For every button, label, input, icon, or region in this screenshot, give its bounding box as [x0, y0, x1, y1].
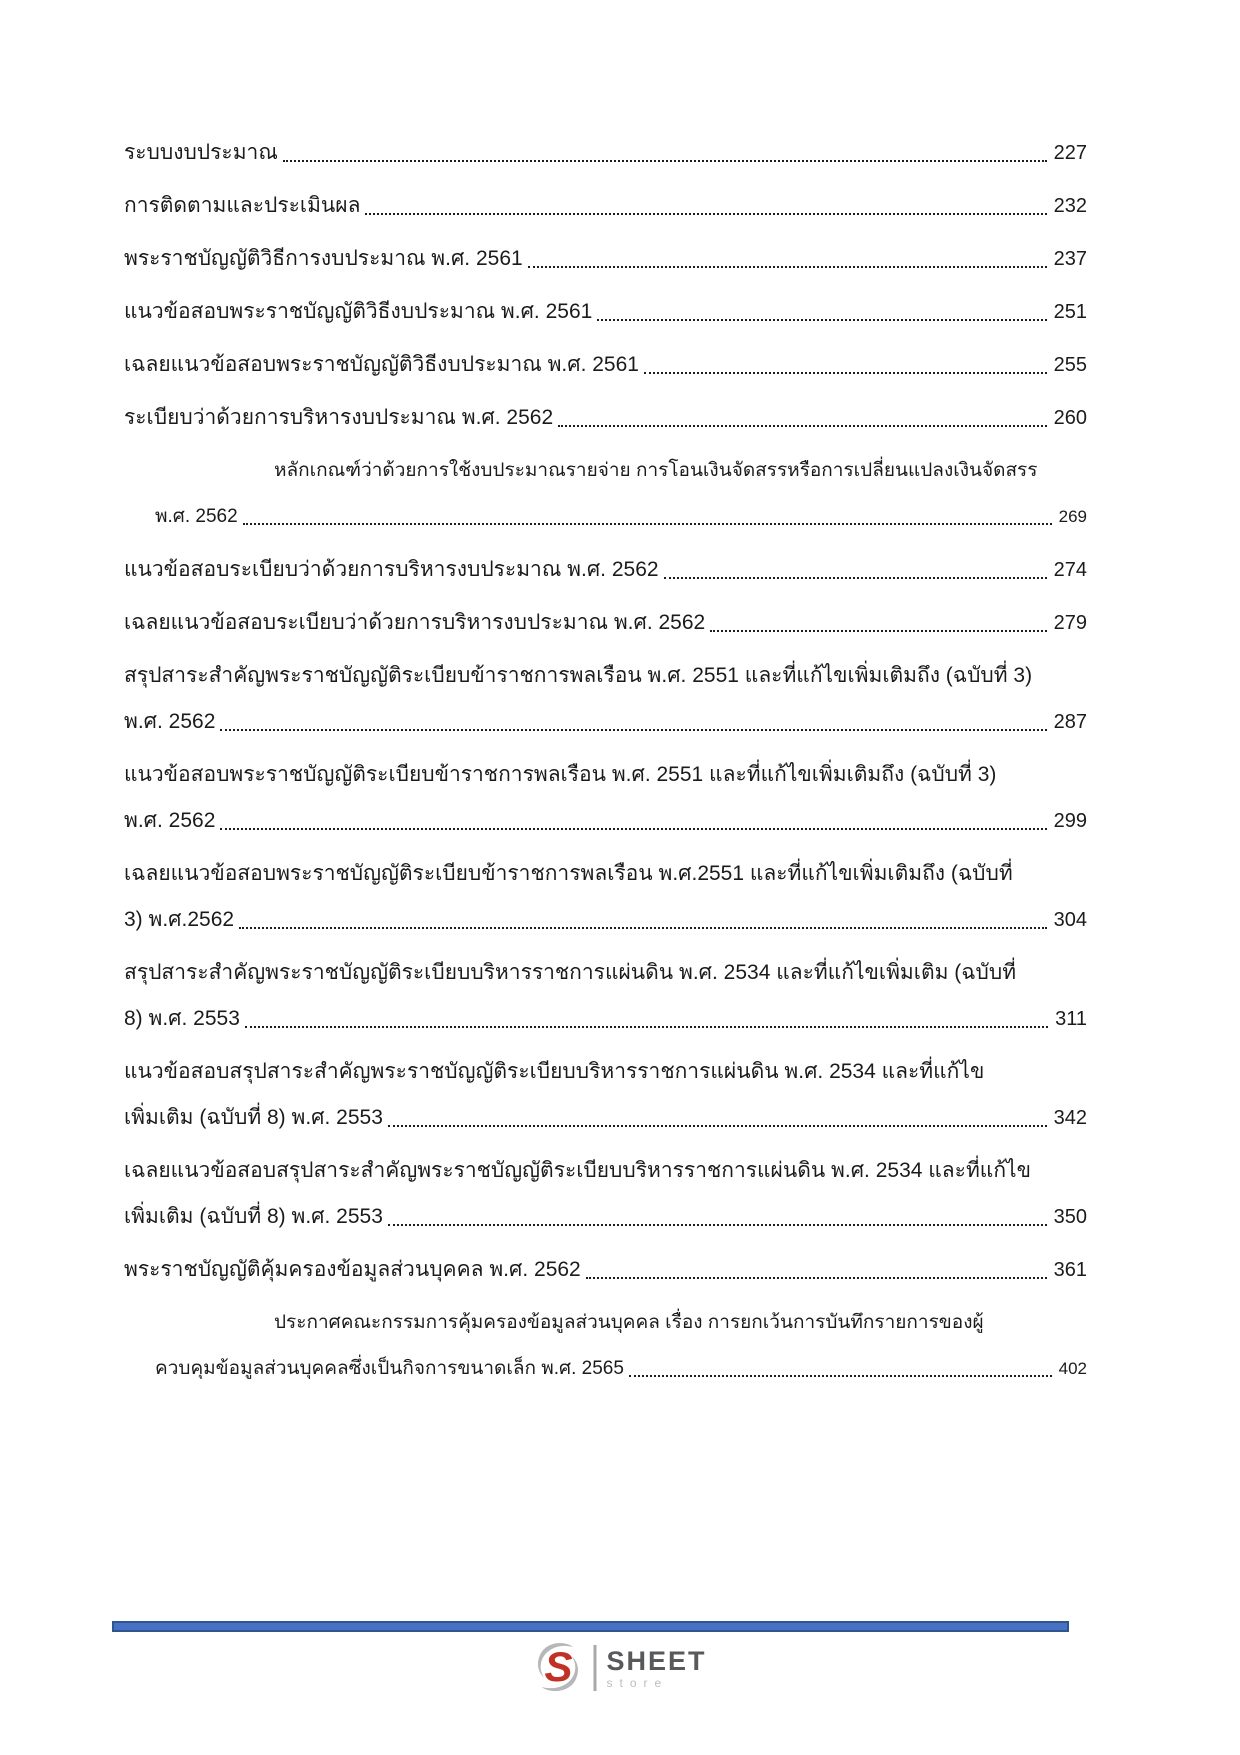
page-number: 350 — [1053, 1206, 1087, 1228]
page-number: 402 — [1058, 1359, 1087, 1378]
toc-entry-title: แนวข้อสอบพระราชบัญญัติวิธีงบประมาณ พ.ศ. 2561 — [124, 300, 593, 323]
toc-entry-title: หลักเกณฑ์ว่าด้วยการใช้งบประมาณรายจ่าย การโอนเงินจัดสรรหรือการเปลี่ยนแปลงเงินจัดสรร — [274, 460, 1038, 481]
toc-entry-title: เฉลยแนวข้อสอบพระราชบัญญัติระเบียบข้าราชการพลเรือน พ.ศ.2551 และที่แก้ไขเพิ่มเติมถึง (ฉบับที่ — [124, 862, 1013, 885]
toc-entry-title: แนวข้อสอบระเบียบว่าด้วยการบริหารงบประมาณ พ.ศ. 2562 — [124, 558, 659, 581]
page-number: 361 — [1053, 1259, 1087, 1281]
toc-entry — [124, 1254, 1087, 1286]
logo-divider — [593, 1645, 596, 1691]
page-number: 255 — [1053, 354, 1087, 376]
toc-entry-line — [124, 957, 1087, 989]
toc-entry-line — [124, 1056, 1087, 1088]
toc-entry-line — [124, 1003, 1087, 1035]
toc-entry-line — [124, 1307, 1087, 1339]
toc-entry-title: ประกาศคณะกรรมการคุ้มครองข้อมูลส่วนบุคคล เรื่อง การยกเว้นการบันทึกรายการของผู้ — [274, 1312, 984, 1333]
toc-entry — [124, 607, 1087, 639]
page-number: 304 — [1053, 909, 1087, 931]
toc-entry — [124, 455, 1087, 533]
toc-entry-line — [124, 805, 1087, 837]
brand-words — [606, 1647, 706, 1690]
dotted-leader — [710, 630, 1046, 632]
toc-entry-line — [124, 904, 1087, 936]
page-number: 311 — [1055, 1008, 1087, 1030]
toc-entry-line — [124, 1353, 1087, 1385]
dotted-leader — [388, 1224, 1047, 1226]
toc-entry — [124, 1056, 1087, 1134]
toc-entry-title: พระราชบัญญัติวิธีการงบประมาณ พ.ศ. 2561 — [124, 247, 523, 270]
toc-entry-title: สรุปสาระสำคัญพระราชบัญญัติระเบียบบริหารราชการแผ่นดิน พ.ศ. 2534 และที่แก้ไขเพิ่มเติม (ฉบับที่ — [124, 961, 1017, 984]
toc-entry — [124, 554, 1087, 586]
page-number: 287 — [1053, 711, 1087, 733]
dotted-leader — [365, 213, 1046, 215]
toc-entry-title: การติดตามและประเมินผล — [124, 194, 361, 217]
toc-entry-line — [124, 349, 1087, 381]
toc-entry — [124, 759, 1087, 837]
dotted-leader — [283, 160, 1047, 162]
dotted-leader — [220, 729, 1046, 731]
toc-entry-line — [124, 243, 1087, 275]
toc-entry-line — [124, 501, 1087, 533]
page-number: 279 — [1053, 612, 1087, 634]
dotted-leader — [243, 523, 1052, 525]
page-number: 227 — [1053, 142, 1087, 164]
logo-s-letter: S — [544, 1643, 573, 1690]
toc-entry-line — [124, 402, 1087, 434]
toc-entry-line — [124, 1155, 1087, 1187]
toc-entry-line — [124, 455, 1087, 487]
toc-entry-line — [124, 137, 1087, 169]
toc-entry-line — [124, 296, 1087, 328]
page-number: 274 — [1053, 559, 1087, 581]
toc-entry — [124, 349, 1087, 381]
toc-entry-title: เฉลยแนวข้อสอบสรุปสาระสำคัญพระราชบัญญัติระเบียบบริหารราชการแผ่นดิน พ.ศ. 2534 และที่แก้ไข — [124, 1159, 1031, 1182]
toc-entry-title: แนวข้อสอบพระราชบัญญัติระเบียบข้าราชการพลเรือน พ.ศ. 2551 และที่แก้ไขเพิ่มเติมถึง (ฉบับที่ 3) — [124, 763, 997, 786]
toc-entry-title: พ.ศ. 2562 — [124, 809, 216, 832]
toc-entry-line — [124, 759, 1087, 791]
toc-entry-line — [124, 1254, 1087, 1286]
toc-entry — [124, 957, 1087, 1035]
toc-entry-title: 8) พ.ศ. 2553 — [124, 1007, 240, 1030]
toc-entry — [124, 660, 1087, 738]
sheet-store-logo-icon — [533, 1641, 583, 1695]
toc-entry — [124, 243, 1087, 275]
toc-entry-title: 3) พ.ศ.2562 — [124, 908, 235, 931]
toc-entry-title: เพิ่มเติม (ฉบับที่ 8) พ.ศ. 2553 — [124, 1106, 383, 1129]
dotted-leader — [220, 828, 1046, 830]
dotted-leader — [586, 1277, 1047, 1279]
brand-name: SHEET — [606, 1645, 707, 1676]
page-number: 299 — [1053, 810, 1087, 832]
dotted-leader — [597, 319, 1046, 321]
footer-accent-bar — [112, 1621, 1069, 1632]
brand-subtitle: store — [606, 1675, 669, 1690]
toc-entry-title: ระบบงบประมาณ — [124, 141, 278, 164]
toc-entry-title: ควบคุมข้อมูลส่วนบุคคลซึ่งเป็นกิจการขนาดเล็ก พ.ศ. 2565 — [155, 1358, 624, 1379]
toc-entry-line — [124, 554, 1087, 586]
toc-entry-title: แนวข้อสอบสรุปสาระสำคัญพระราชบัญญัติระเบียบบริหารราชการแผ่นดิน พ.ศ. 2534 และที่แก้ไข — [124, 1060, 985, 1083]
page-number: 232 — [1053, 195, 1087, 217]
toc-entry — [124, 1307, 1087, 1385]
dotted-leader — [528, 266, 1047, 268]
toc-entry — [124, 190, 1087, 222]
brand-logo — [533, 1641, 706, 1695]
dotted-leader — [388, 1125, 1047, 1127]
page-number: 251 — [1053, 301, 1087, 323]
page-number: 269 — [1058, 507, 1087, 526]
dotted-leader — [245, 1026, 1048, 1028]
dotted-leader — [629, 1375, 1052, 1377]
toc-entry-line — [124, 190, 1087, 222]
dotted-leader — [239, 927, 1047, 929]
toc-entry-line — [124, 858, 1087, 890]
toc-entry-line — [124, 607, 1087, 639]
toc-entry-title: พระราชบัญญัติคุ้มครองข้อมูลส่วนบุคคล พ.ศ. 2562 — [124, 1258, 581, 1281]
dotted-leader — [644, 372, 1047, 374]
page-number: 342 — [1053, 1107, 1087, 1129]
toc-entry-title: เฉลยแนวข้อสอบพระราชบัญญัติวิธีงบประมาณ พ.ศ. 2561 — [124, 353, 639, 376]
toc-entry — [124, 296, 1087, 328]
page-number: 237 — [1053, 248, 1087, 270]
toc-entry — [124, 137, 1087, 169]
toc-entry — [124, 402, 1087, 434]
toc-entry-title: เพิ่มเติม (ฉบับที่ 8) พ.ศ. 2553 — [124, 1205, 383, 1228]
dotted-leader — [664, 577, 1047, 579]
toc-entry-title: พ.ศ. 2562 — [124, 710, 216, 733]
toc-entry — [124, 1155, 1087, 1233]
toc-entry-title: พ.ศ. 2562 — [155, 506, 238, 527]
toc-entry-line — [124, 660, 1087, 692]
toc-entry-line — [124, 1201, 1087, 1233]
toc-entry-title: เฉลยแนวข้อสอบระเบียบว่าด้วยการบริหารงบประมาณ พ.ศ. 2562 — [124, 611, 706, 634]
toc-entry-line — [124, 1102, 1087, 1134]
toc-entry — [124, 858, 1087, 936]
toc-entry-title: ระเบียบว่าด้วยการบริหารงบประมาณ พ.ศ. 2562 — [124, 406, 554, 429]
toc-entry-line — [124, 706, 1087, 738]
dotted-leader — [558, 425, 1046, 427]
table-of-contents — [124, 137, 1087, 1406]
toc-entry-title: สรุปสาระสำคัญพระราชบัญญัติระเบียบข้าราชการพลเรือน พ.ศ. 2551 และที่แก้ไขเพิ่มเติมถึง (ฉบับที่ 3) — [124, 664, 1033, 687]
page-number: 260 — [1053, 407, 1087, 429]
